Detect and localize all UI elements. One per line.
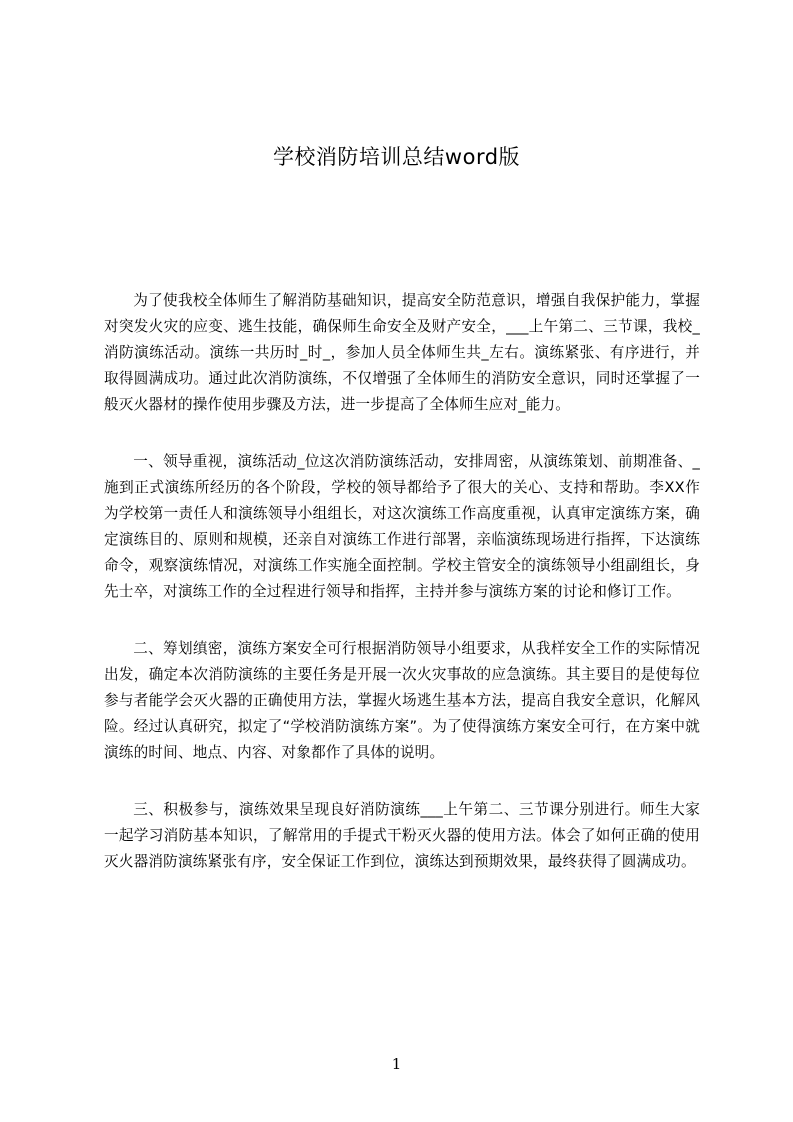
section-one-paragraph: 一、领导重视，演练活动_位这次消防演练活动，安排周密，从演练策划、前期准备、_施到正式演练所经历的各个阶段，学校的领导都给予了很大的关心、支持和帮助。李XX作为学校第一责任人和演练领导小组组长，对这次演练工作高度重视，认真审定演练方案，确定演练目的、原则和规模，还亲自对演练工作进行部署，亲临演练现场进行指挥，下达演练命令，观察演练情况，对演练工作实施全面控制。学校主管安全的演练领导小组副组长，身先士卒，对演练工作的全过程进行领导和指挥，主持并参与演练方案的讨论和修订工作。	[104, 453, 700, 600]
document-body	[104, 288, 700, 906]
page-number: 1	[391, 1055, 402, 1073]
page-title: 学校消防培训总结word版	[272, 145, 521, 169]
section-three-paragraph: 三、积极参与，演练效果呈现良好消防演练___上午第二、三节课分别进行。师生大家一起学习消防基本知识，了解常用的手提式干粉灭火器的使用方法。体会了如何正确的使用灭火器消防演练紧张有序，安全保证工作到位，演练达到预期效果，最终获得了圆满成功。	[104, 801, 700, 870]
section-two-paragraph: 二、筹划缜密，演练方案安全可行根据消防领导小组要求，从我样安全工作的实际情况出发，确定本次消防演练的主要任务是开展一次火灾事故的应急演练。其主要目的是使每位参与者能学会灭火器的正确使用方法，掌握火场逃生基本方法，提高自我安全意识，化解风险。经过认真研究，拟定了“学校消防演练方案”。为了使得演练方案安全可行，在方案中就演练的时间、地点、内容、对象都作了具体的说明。	[104, 640, 700, 761]
intro-paragraph: 为了使我校全体师生了解消防基础知识，提高安全防范意识，增强自我保护能力，掌握对突发火灾的应变、逃生技能，确保师生命安全及财产安全，___上午第二、三节课，我校_消防演练活动。演练一共历时_时_，参加人员全体师生共_左右。演练紧张、有序进行，并取得圆满成功。通过此次消防演练，不仅增强了全体师生的消防安全意识，同时还掌握了一般灭火器材的操作使用步骤及方法，进一步提高了全体师生应对_能力。	[104, 292, 700, 413]
